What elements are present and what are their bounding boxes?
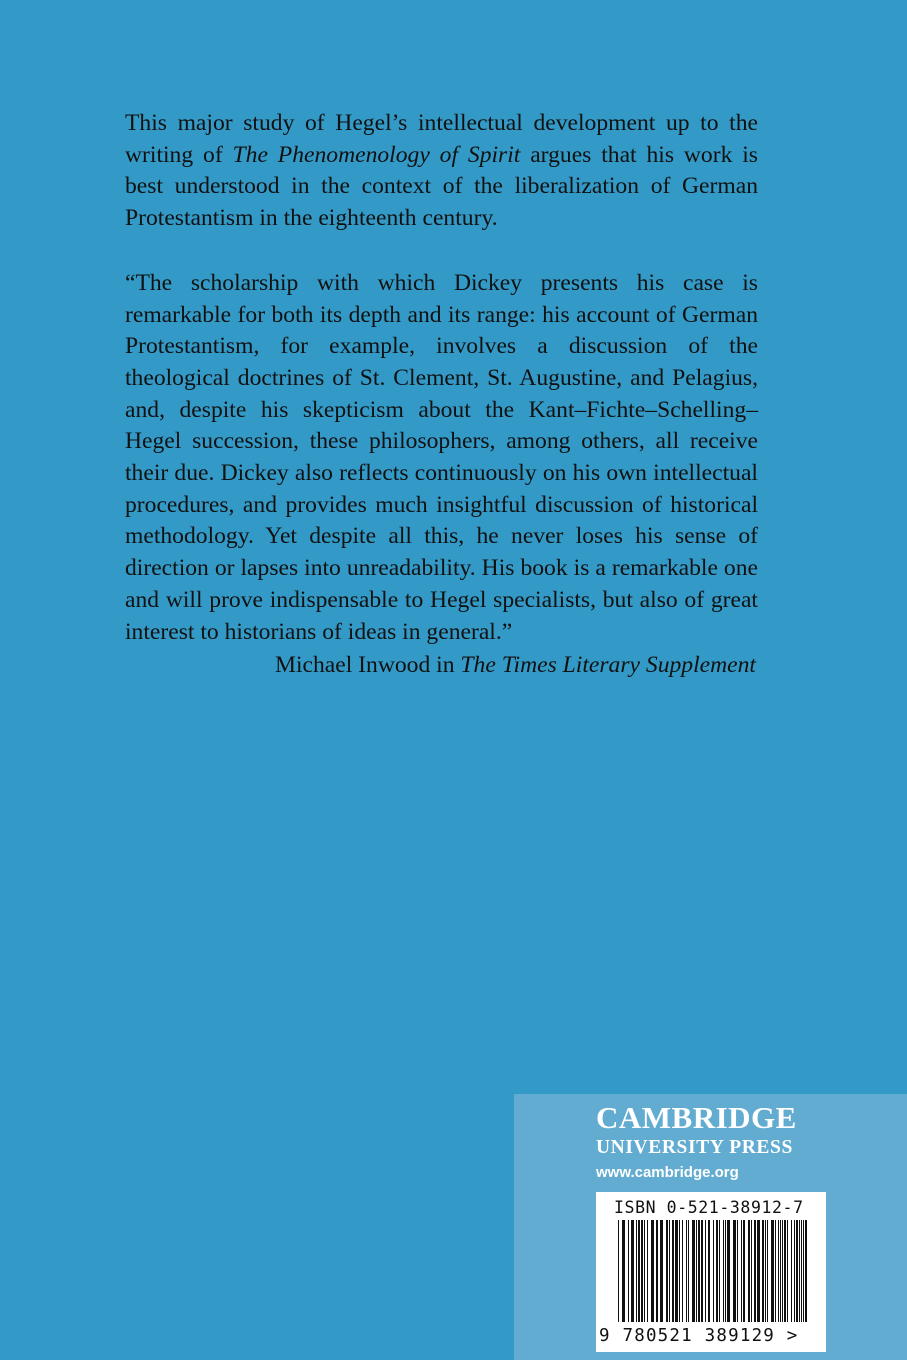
barcode-bar bbox=[754, 1220, 756, 1322]
review-attribution bbox=[125, 650, 756, 682]
book-title-reference: The Phenomenology of Spirit bbox=[232, 141, 521, 168]
barcode-bar bbox=[716, 1220, 718, 1322]
barcode-bar bbox=[682, 1220, 683, 1322]
barcode-bar bbox=[692, 1220, 695, 1322]
barcode-bar bbox=[675, 1220, 678, 1322]
barcode-bar bbox=[727, 1220, 730, 1322]
barcode-bar bbox=[748, 1220, 750, 1322]
barcode-bar bbox=[666, 1220, 668, 1322]
intro-paragraph bbox=[125, 108, 758, 235]
barcode-bar bbox=[782, 1220, 783, 1322]
publisher-panel bbox=[514, 1094, 907, 1360]
barcode-bar bbox=[638, 1220, 640, 1322]
barcode-bar bbox=[784, 1220, 786, 1322]
barcode-bar bbox=[787, 1220, 788, 1322]
isbn-label: ISBN 0-521-38912-7 bbox=[614, 1198, 804, 1217]
barcode-bar bbox=[743, 1220, 745, 1322]
barcode-bar bbox=[705, 1220, 706, 1322]
publisher-name: CAMBRIDGE bbox=[596, 1100, 797, 1135]
barcode-bar bbox=[733, 1220, 736, 1322]
barcode-bar bbox=[757, 1220, 760, 1322]
barcode-bar bbox=[636, 1220, 637, 1322]
barcode-bar bbox=[696, 1220, 697, 1322]
barcode-bar bbox=[803, 1220, 804, 1322]
intro-text-end: argues that his work is best understood in the context of the liberalization of German Protestantism in the eighteenth century. bbox=[125, 141, 758, 232]
barcode-bar bbox=[801, 1220, 802, 1322]
barcode-bar bbox=[622, 1220, 625, 1322]
barcode-bar bbox=[780, 1220, 781, 1322]
barcode-bar bbox=[701, 1220, 703, 1322]
review-source: The Times Literary Supplement bbox=[460, 652, 756, 678]
barcode-bar bbox=[651, 1220, 654, 1322]
barcode-bar bbox=[805, 1220, 807, 1322]
barcode-bar bbox=[686, 1220, 687, 1322]
barcode-bar bbox=[751, 1220, 752, 1322]
barcode-bar bbox=[698, 1220, 700, 1322]
barcode-icon bbox=[618, 1220, 808, 1322]
barcode-bar bbox=[799, 1220, 800, 1322]
barcode-bar bbox=[618, 1220, 619, 1322]
barcode-bar bbox=[791, 1220, 792, 1322]
barcode-bar bbox=[719, 1220, 720, 1322]
barcode-bar bbox=[708, 1220, 710, 1322]
barcode-bar bbox=[778, 1220, 779, 1322]
barcode-bar bbox=[631, 1220, 634, 1322]
barcode-bar bbox=[765, 1220, 766, 1322]
intro-text-start: This major study of Hegel’s intellectual development up to the writing of bbox=[125, 110, 758, 168]
barcode-box bbox=[596, 1192, 826, 1352]
barcode-bar bbox=[796, 1220, 798, 1322]
publisher-url: www.cambridge.org bbox=[596, 1164, 739, 1181]
barcode-bar bbox=[656, 1220, 658, 1322]
back-cover-blurb bbox=[125, 108, 758, 648]
barcode-bar bbox=[644, 1220, 645, 1322]
barcode-digits: 9 780521 389129 > bbox=[599, 1326, 799, 1346]
reviewer-name: Michael Inwood in bbox=[274, 652, 461, 678]
barcode-bar bbox=[672, 1220, 674, 1322]
barcode-bar bbox=[775, 1220, 776, 1322]
barcode-bar bbox=[713, 1220, 714, 1322]
barcode-bar bbox=[679, 1220, 680, 1322]
review-quote: “The scholarship with which Dickey presents his case is remarkable for both its depth and its range: his account of German Protestantism, for example, involves a discussion of the theological doctrines of St. Clement, St. Augustine, and Pelagius, and, despite his skepticism about the Kant–Fichte–Schelling–Hegel succession, these philosophers, among others, all receive their due. Dickey also reflects continuously on his own intellectual procedures, and provides much insightful discussion of historical methodology. Yet despite all this, he never loses his sense of direction or lapses into unreadability. His book is a remarkable one and will prove indispensable to Hegel specialists, but also of great interest to historians of ideas in general.” bbox=[125, 269, 758, 645]
barcode-bar bbox=[762, 1220, 764, 1322]
barcode-bar bbox=[723, 1220, 724, 1322]
barcode-bar bbox=[725, 1220, 726, 1322]
barcode-bar bbox=[737, 1220, 738, 1322]
barcode-bar bbox=[628, 1220, 629, 1322]
barcode-bar bbox=[771, 1220, 774, 1322]
barcode-bar bbox=[669, 1220, 670, 1322]
barcode-bar bbox=[794, 1220, 795, 1322]
barcode-bar bbox=[767, 1220, 768, 1322]
barcode-bar bbox=[660, 1220, 663, 1322]
barcode-bar bbox=[741, 1220, 742, 1322]
barcode-bar bbox=[647, 1220, 648, 1322]
barcode-bar bbox=[688, 1220, 689, 1322]
publisher-subname: UNIVERSITY PRESS bbox=[596, 1137, 793, 1158]
barcode-bar bbox=[641, 1220, 643, 1322]
